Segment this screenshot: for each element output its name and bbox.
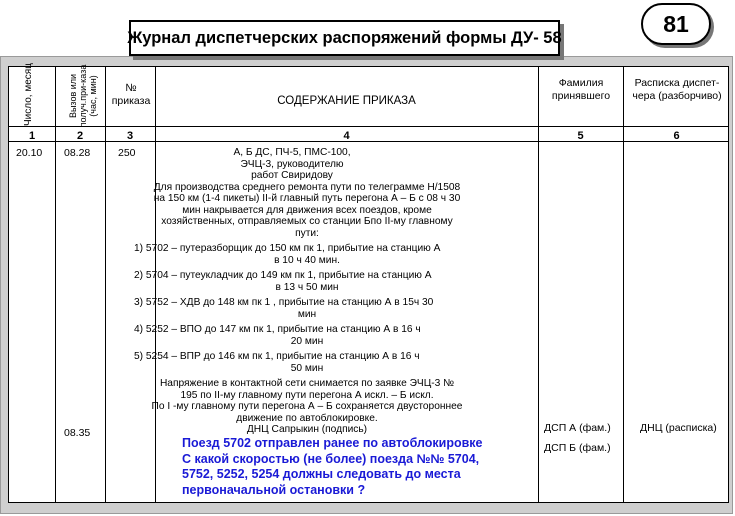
column-number: 5 — [577, 130, 584, 142]
addressee-line: работ Свиридову — [251, 170, 333, 181]
question-line: 5752, 5252, 5254 должны следовать до места — [182, 467, 461, 481]
train-line: 20 мин — [290, 335, 324, 347]
row-divider — [9, 126, 728, 127]
header-col-1: Число, месяц — [23, 63, 34, 126]
train-line: 3) 5752 – ХДВ до 148 км пк 1 , прибытие на станцию А в 15ч 30 — [134, 297, 434, 308]
train-line: 4) 5252 – ВПО до 147 км пк 1, прибытие на станцию А в 16 ч — [134, 324, 421, 335]
page-title: Журнал диспетчерских распоряжений формы ДУ- 58 — [129, 20, 560, 56]
order-text-line: Для производства среднего ремонта пути по телеграмме Н/1508 — [153, 181, 461, 193]
order-text-line: По I -му главному пути перегона А – Б сохраняется двустороннее — [151, 401, 463, 412]
order-text-line: Напряжение в контактной сети снимается по заявке ЭЧЦ-3 № — [159, 378, 455, 389]
column-number: 6 — [673, 130, 680, 142]
date-cell: 20.10 — [16, 147, 43, 159]
train-line: 50 мин — [290, 362, 324, 374]
order-text-line: 195 по II-му главному пути перегона А искл. – Б искл. — [180, 389, 434, 401]
column-number: 3 — [126, 130, 134, 142]
time-answer-cell: 08.35 — [64, 427, 91, 439]
time-received-cell: 08.28 — [64, 147, 91, 159]
received-by-a: ДСП А (фам.) — [544, 422, 611, 434]
train-line: в 13 ч 50 мин — [275, 281, 339, 293]
addressee-line: А, Б ДС, ПЧ-5, ПМС-100, — [233, 147, 351, 158]
question-line: С какой скоростью (не более) поезда №№ 5704, — [182, 451, 480, 466]
train-line: 2) 5704 – путеукладчик до 149 км пк 1, прибытие на станцию А — [134, 270, 432, 281]
question-text — [182, 436, 522, 498]
train-line: 1) 5702 – путеразборщик до 150 км пк 1, прибытие на станцию А — [134, 243, 441, 254]
train-line: 5) 5254 – ВПР до 146 км пк 1, прибытие на станцию А в 16 ч — [134, 351, 420, 362]
header-col-6: Расписка диспет-чера (разборчиво) — [632, 77, 722, 102]
addressee-line: ЭЧЦ-3, руководителю — [240, 158, 344, 170]
column-number: 1 — [28, 130, 36, 142]
order-text-line: мин накрывается для движения всех поездов, кроме — [182, 204, 432, 216]
dispatcher-signature: ДНЦ (расписка) — [640, 422, 717, 434]
order-text-line: пути: — [295, 227, 319, 239]
order-text-line: ДНЦ Сапрыкин (подпись) — [246, 424, 368, 435]
order-text-line: на 150 км (1-4 пикеты) II-й главный путь перегона А – Б с 08 ч 30 — [153, 193, 461, 204]
order-text-line: хозяйственных, отправляемых со станции Бпо II-му главному — [161, 216, 453, 227]
column-number: 2 — [76, 130, 84, 142]
order-number-cell: 250 — [118, 147, 136, 159]
header-col-3: № приказа — [111, 82, 151, 107]
header-col-5: Фамилия принявшего — [551, 77, 611, 102]
train-line: мин — [297, 308, 317, 320]
column-number: 4 — [343, 130, 350, 142]
page-number-badge: 81 — [641, 3, 711, 45]
train-line: в 10 ч 40 мин. — [274, 254, 340, 266]
received-by-b: ДСП Б (фам.) — [544, 442, 611, 454]
journal-table — [8, 63, 729, 503]
question-line: Поезд 5702 отправлен ранее по автоблокировке — [182, 436, 483, 450]
question-line: первоначальной остановки ? — [182, 482, 366, 497]
header-col-4: СОДЕРЖАНИЕ ПРИКАЗА — [277, 95, 416, 107]
header-col-2: Вызов или получ.при-каза (час, мин) — [68, 64, 98, 128]
order-text-line: движение по автоблокировке. — [236, 412, 378, 424]
order-content — [134, 147, 480, 436]
